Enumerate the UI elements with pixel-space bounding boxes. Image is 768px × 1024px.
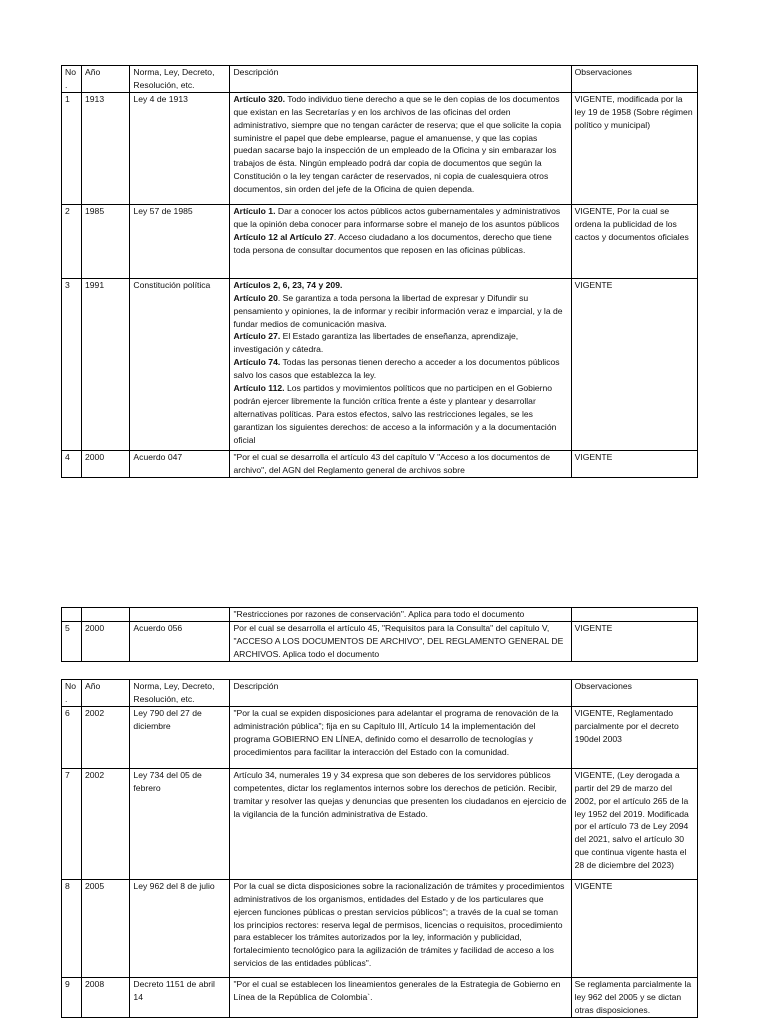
row-year: 2008 bbox=[82, 977, 130, 1017]
article-title: Artículo 1. bbox=[233, 205, 276, 216]
article-title: Artículos 2, 6, 23, 74 y 209. bbox=[233, 279, 343, 290]
row-year: 1991 bbox=[82, 278, 130, 450]
row-no: 5 bbox=[62, 622, 82, 662]
row-description: "Por la cual se expiden disposiciones para adelantar el programa de renovación de la administración pública"; fija en su Capítulo III, Artículo 14 la implementación del programa GOBIERNO EN LÍNEA, definido como el desarrollo de tecnologías y procedimientos para facilitar la interacción del Estado con la comunidad. bbox=[230, 706, 571, 768]
article-text: Dar a conocer los actos públicos actos gubernamentales y administrativos que la opinión deba conocer para informarse sobre el manejo de los asuntos públicos bbox=[233, 205, 561, 229]
header-description: Descripción bbox=[230, 680, 571, 707]
row-observations: VIGENTE, Por la cual se ordena la publicidad de los cactos y documentos oficiales bbox=[571, 204, 697, 278]
row-no: 3 bbox=[62, 278, 82, 450]
row-norm: Ley 4 de 1913 bbox=[130, 92, 230, 204]
article-text: . Acceso ciudadano a los documentos, derecho que tiene toda persona de consultar documentos que reposen en las oficinas públicas. bbox=[233, 231, 552, 255]
row-norm: Ley 790 del 27 de diciembre bbox=[130, 706, 230, 768]
row-observations: Se reglamenta parcialmente la ley 962 del 2005 y se dictan otras disposiciones. bbox=[571, 977, 697, 1017]
row-no: 1 bbox=[62, 92, 82, 204]
article-title: Artículo 27. bbox=[233, 331, 281, 342]
row-norm: Ley 962 del 8 de julio bbox=[130, 879, 230, 977]
row-observations: VIGENTE bbox=[571, 450, 697, 477]
article-text: Los partidos y movimientos políticos que no participen en el Gobierno podrán ejercer libremente la función crítica frente a éste y plantear y desarrollar alternativas políticas. Para estos efectos, salvo las restricciones legales, se les garantizan los siguientes derechos: de acceso a la información y a la documentación oficial bbox=[233, 383, 557, 445]
row-norm: Decreto 1151 de abril 14 bbox=[130, 977, 230, 1017]
norms-table-continuation bbox=[61, 607, 698, 662]
row-year: 2002 bbox=[82, 706, 130, 768]
table-header-row bbox=[62, 680, 698, 707]
row-year: 2000 bbox=[82, 622, 130, 662]
table-row bbox=[62, 204, 698, 278]
article-title: Artículo 112. bbox=[233, 383, 285, 394]
table-row bbox=[62, 706, 698, 768]
row-year: 1913 bbox=[82, 92, 130, 204]
header-norm: Norma, Ley, Decreto, Resolución, etc. bbox=[130, 66, 230, 93]
article-text: Todas las personas tienen derecho a acceder a los documentos públicos salvo los casos que establezca la ley. bbox=[233, 357, 560, 381]
article-text: . Se garantiza a toda persona la libertad de expresar y Difundir su pensamiento y opiniones, la de informar y recibir información veraz e imparcial, y la de fundar medios de comunicación masiva. bbox=[233, 292, 563, 329]
row-no: 2 bbox=[62, 204, 82, 278]
row-no: 9 bbox=[62, 977, 82, 1017]
header-year: Año bbox=[82, 680, 130, 707]
article-title: Artículo 12 al Artículo 27 bbox=[233, 231, 334, 242]
row-no: 4 bbox=[62, 450, 82, 477]
row-observations: VIGENTE, (Ley derogada a partir del 29 de marzo del 2002, por el artículo 265 de la ley 1952 del 2019. Modificada por el artículo 73 de Ley 2094 del 2021, salvo el artículo 30 que continua vigente hasta el 28 de diciembre del 2023) bbox=[571, 768, 697, 879]
article-text: Todo individuo tiene derecho a que se le den copias de los documentos que existan en las Secretarías y en los archivos de las oficinas del orden administrativo, siempre que no tengan carácter de reserva; que el que solicite la copia suministre el papel que debe emplearse, pague el amanuense, y que las copias puedan sacarse bajo la inspección de un empleado de la Oficina y sin embarazar los trabajos de ésta. Ningún empleado podrá dar copia de documentos que según la Constitución o la ley tengan carácter de reservados, ni copia de cualesquiera otros documentos, sin orden del jefe de la Oficina de quien dependa. bbox=[233, 93, 562, 195]
table-row bbox=[62, 622, 698, 662]
row-description bbox=[230, 92, 571, 204]
norms-table-page2 bbox=[61, 679, 698, 1018]
header-no: No. bbox=[62, 680, 82, 707]
table-row bbox=[62, 768, 698, 879]
article-title: Artículo 320. bbox=[233, 93, 286, 104]
row-no: 6 bbox=[62, 706, 82, 768]
row-norm: Ley 734 del 05 de febrero bbox=[130, 768, 230, 879]
article-text: El Estado garantiza las libertades de enseñanza, aprendizaje, investigación y cátedra. bbox=[233, 331, 519, 355]
row-year: 2002 bbox=[82, 768, 130, 879]
row-observations: VIGENTE bbox=[571, 879, 697, 977]
row-year: 1985 bbox=[82, 204, 130, 278]
table-row bbox=[62, 92, 698, 204]
row-no: 7 bbox=[62, 768, 82, 879]
header-norm: Norma, Ley, Decreto, Resolución, etc. bbox=[130, 680, 230, 707]
row-description bbox=[230, 278, 571, 450]
row-description: Artículo 34, numerales 19 y 34 expresa que son deberes de los servidores públicos competentes, dictar los reglamentos internos sobre los derechos de petición. Recibir, tramitar y resolver las quejas y denuncias que presenten los ciudadanos en ejercicio de la vigilancia de la función administrativa de Estado. bbox=[230, 768, 571, 879]
header-description: Descripción bbox=[230, 66, 571, 93]
row-description: Por la cual se dicta disposiciones sobre la racionalización de trámites y procedimientos administrativos de los organismos, entidades del Estado y de los particulares que ejercen funciones públicas o prestan servicios públicos"; a través de la cual se toman los principios rectores: reserva legal de permisos, licencias o requisitos, procedimiento para establecer los trámites autorizados por la ley, información y publicidad, fortalecimiento tecnológico para la agilización de trámites y facilidad de acceso a los servicios de las entidades públicas". bbox=[230, 879, 571, 977]
norms-table-page1 bbox=[61, 65, 698, 478]
row-norm: Ley 57 de 1985 bbox=[130, 204, 230, 278]
row-description: "Por el cual se establecen los lineamientos generales de la Estrategia de Gobierno en Línea de la República de Colombia`. bbox=[230, 977, 571, 1017]
header-year: Año bbox=[82, 66, 130, 93]
row-observations: VIGENTE, modificada por la ley 19 de 1958 (Sobre régimen político y municipal) bbox=[571, 92, 697, 204]
row-norm: Constitución política bbox=[130, 278, 230, 450]
row-observations: VIGENTE bbox=[571, 278, 697, 450]
row-year: 2000 bbox=[82, 450, 130, 477]
row-norm: Acuerdo 056 bbox=[130, 622, 230, 662]
header-no: No. bbox=[62, 66, 82, 93]
row-description: Por el cual se desarrolla el artículo 45, "Requisitos para la Consulta" del capítulo V, "ACCESO A LOS DOCUMENTOS DE ARCHIVO", DEL REGLAMENTO GENERAL DE ARCHIVOS. Aplica todo el documento bbox=[230, 622, 571, 662]
article-title: Artículo 20 bbox=[233, 292, 278, 303]
article-title: Artículo 74. bbox=[233, 357, 281, 368]
table-row bbox=[62, 977, 698, 1017]
row-description: "Por el cual se desarrolla el artículo 43 del capítulo V "Acceso a los documentos de archivo", del AGN del Reglamento general de archivos sobre bbox=[230, 450, 571, 477]
row-observations: VIGENTE bbox=[571, 622, 697, 662]
header-observations: Observaciones bbox=[571, 680, 697, 707]
table-header-row bbox=[62, 66, 698, 93]
row-no: 8 bbox=[62, 879, 82, 977]
table-row bbox=[62, 608, 698, 622]
table-row bbox=[62, 879, 698, 977]
table-row bbox=[62, 278, 698, 450]
header-observations: Observaciones bbox=[571, 66, 697, 93]
row-observations: VIGENTE, Reglamentado parcialmente por el decreto 190del 2003 bbox=[571, 706, 697, 768]
row-norm: Acuerdo 047 bbox=[130, 450, 230, 477]
table-row bbox=[62, 450, 698, 477]
row-description bbox=[230, 204, 571, 278]
row-description: "Restricciones por razones de conservación". Aplica para todo el documento bbox=[230, 608, 571, 622]
row-year: 2005 bbox=[82, 879, 130, 977]
